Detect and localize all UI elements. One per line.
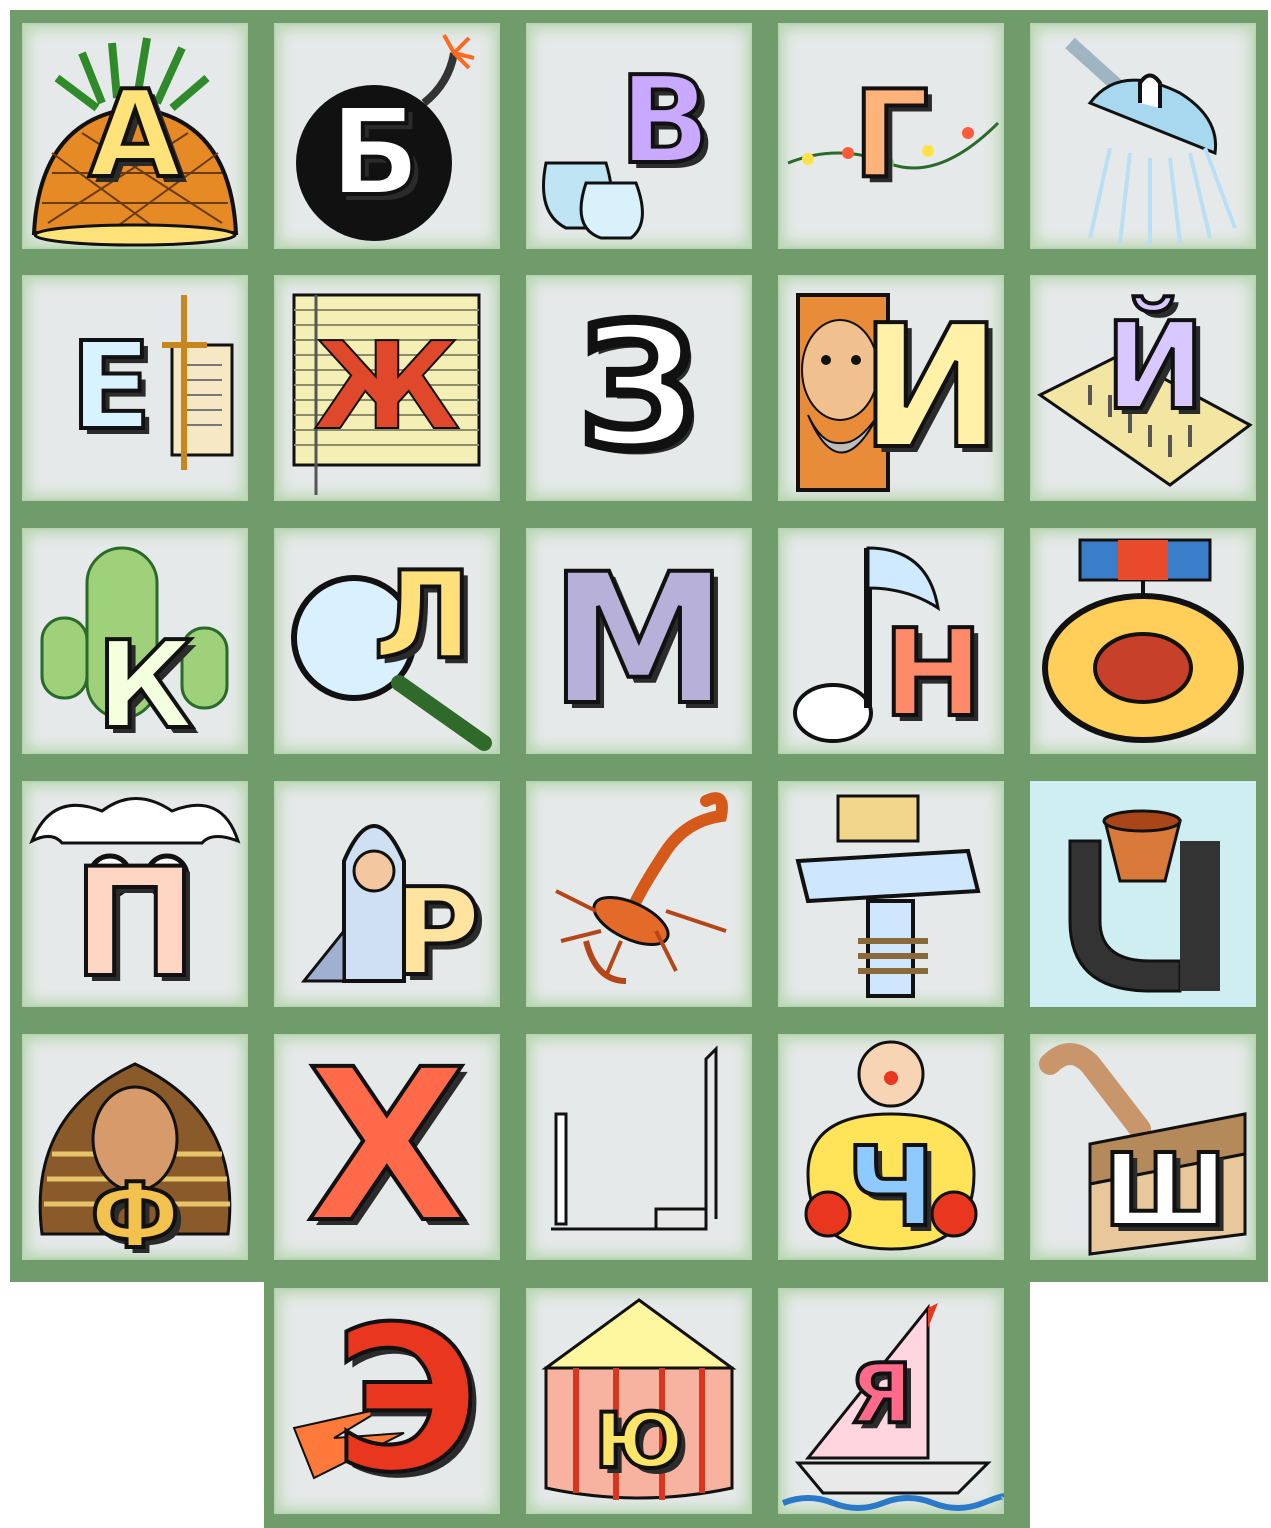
rocket-icon — [274, 781, 500, 1007]
tile-o — [1030, 528, 1256, 754]
tile-e — [274, 1288, 500, 1514]
tile-a — [22, 23, 248, 249]
tile-k — [22, 528, 248, 754]
tile-letter: П — [72, 837, 198, 1007]
tile-letter: Б — [329, 84, 421, 223]
tile-letter: Л — [373, 547, 473, 686]
bomb-icon — [274, 23, 500, 249]
music-note-icon — [778, 528, 1004, 754]
book-icon — [22, 275, 248, 501]
tile-l — [274, 528, 500, 754]
tile-letter: Н — [882, 605, 984, 744]
tile-n — [778, 528, 1004, 754]
tile-g — [778, 23, 1004, 249]
magnifying-glass-icon — [274, 528, 500, 754]
bearded-face-icon — [778, 275, 1004, 501]
tile-letter: Ф — [90, 1164, 180, 1260]
tile-f — [22, 1034, 248, 1260]
tile-y-short — [1030, 275, 1256, 501]
scorpion-icon — [526, 781, 752, 1007]
tile-m — [526, 528, 752, 754]
shower-head-icon — [1030, 23, 1256, 249]
yurt-icon — [526, 1288, 752, 1514]
tile-letter: Х — [306, 1034, 468, 1260]
window-blinds-icon — [274, 275, 500, 501]
tile-letter: Ч — [846, 1123, 936, 1251]
tile-kh — [274, 1034, 500, 1260]
tile-z — [526, 275, 752, 501]
tile-v — [526, 23, 752, 249]
pharaoh-icon — [22, 1034, 248, 1260]
tile-ch — [778, 1034, 1004, 1260]
cactus-icon — [22, 528, 248, 754]
tile-ya — [778, 1288, 1004, 1514]
tile-letter: Ш — [1103, 1132, 1227, 1249]
stamp-icon — [1030, 1034, 1256, 1260]
sailboat-icon — [778, 1288, 1004, 1514]
tile-ye — [22, 275, 248, 501]
tile-letter: Я — [849, 1347, 913, 1442]
tile-letter: З — [578, 289, 700, 487]
tile-i — [778, 275, 1004, 501]
tile-b — [274, 23, 500, 249]
pineapple-icon — [22, 23, 248, 249]
tile-letter: В — [619, 52, 711, 191]
tile-zh — [274, 275, 500, 501]
tile-s — [526, 781, 752, 1007]
tile-letter: Й — [1104, 298, 1206, 437]
tile-d — [1030, 23, 1256, 249]
tile-letter: И — [859, 289, 1003, 487]
tile-letter: Р — [393, 864, 481, 1003]
medal-icon — [1030, 528, 1256, 754]
tile-sh — [1030, 1034, 1256, 1260]
flame-e-icon — [274, 1288, 500, 1514]
vases-icon — [526, 23, 752, 249]
tile-letter: Ю — [594, 1396, 684, 1485]
tile-letter: Э — [333, 1288, 481, 1514]
garland-icon — [778, 23, 1004, 249]
tile-t — [778, 781, 1004, 1007]
board-with-nails-icon — [1030, 275, 1256, 501]
tile-r — [274, 781, 500, 1007]
tile-letter: М — [549, 536, 729, 745]
tile-ts — [526, 1034, 752, 1260]
horseshoe-pot-icon — [1030, 781, 1256, 1007]
tile-letter: Е — [70, 318, 152, 457]
tile-u — [1030, 781, 1256, 1007]
tile-p — [22, 781, 248, 1007]
tile-letter: Ж — [313, 318, 461, 457]
professor-glasses-icon — [22, 781, 248, 1007]
tile-yu — [526, 1288, 752, 1514]
toaster-icon — [778, 781, 1004, 1007]
tile-letter: Г — [852, 66, 930, 205]
cable-frame-icon — [526, 1034, 752, 1260]
clown-icon — [778, 1034, 1004, 1260]
tile-letter: А — [88, 66, 182, 205]
tile-letter: К — [95, 617, 195, 754]
